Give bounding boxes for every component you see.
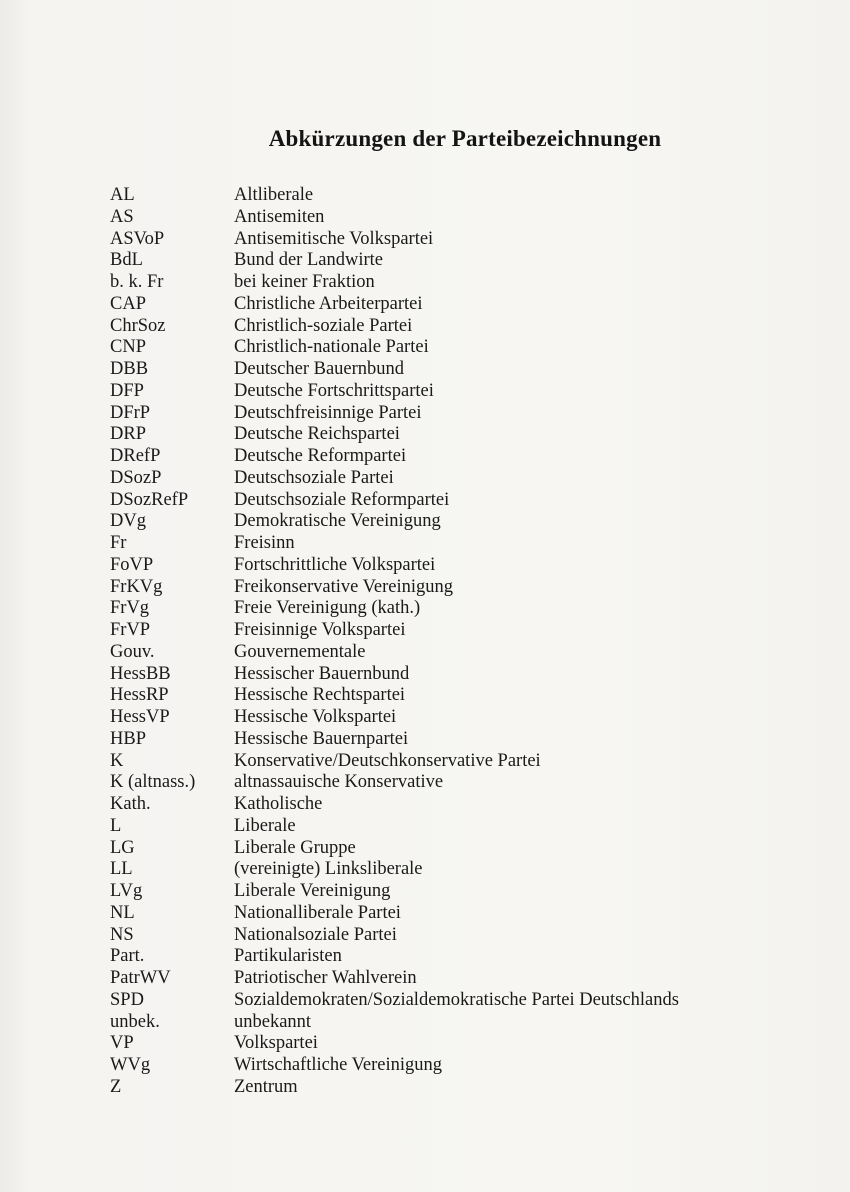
abbreviation: DFrP [110,402,151,423]
abbreviation: PatrWV [110,968,171,988]
party-name: Katholische [234,794,323,814]
abbreviation: BdL [110,250,143,271]
abbreviation-row [110,533,679,555]
abbreviation: HessVP [110,707,170,727]
abbreviation-row [110,903,679,925]
abbreviation-row [110,272,679,294]
abbreviation-row [110,968,679,990]
abbreviation: DSozP [110,467,162,488]
abbreviation-row [110,1077,679,1099]
abbreviation: WVg [110,1055,151,1075]
abbreviation: HessRP [110,685,169,706]
abbreviation: unbek. [110,1011,160,1032]
party-name: Hessischer Bauernbund [234,663,410,684]
party-name: Deutscher Bauernbund [234,359,405,379]
party-name: Christliche Arbeiterpartei [234,293,423,314]
abbreviation: DFP [110,380,144,401]
party-name: Liberale Vereinigung [234,881,391,901]
party-name: Deutschsoziale Reformpartei [234,489,450,510]
abbreviation-row [110,381,679,403]
abbreviation: LL [110,859,133,880]
party-name: Hessische Bauernpartei [234,728,409,749]
abbreviation: DRefP [110,446,161,466]
abbreviation-row [110,642,679,664]
party-name: Konservative/Deutschkonservative Partei [234,750,541,771]
abbreviation: AS [110,206,134,227]
party-name: Liberale [234,815,296,836]
abbreviation: HessBB [110,663,171,684]
abbreviation-row [110,577,679,599]
party-name: Wirtschaftliche Vereinigung [234,1055,442,1075]
abbreviation-row [110,316,679,338]
abbreviation-row [110,794,679,816]
party-name: Partikularisten [234,946,342,967]
abbreviation: LG [110,837,135,858]
abbreviation: CNP [110,337,146,358]
abbreviation: DVg [110,511,146,532]
abbreviation-row [110,1033,679,1055]
abbreviation-row [110,337,679,359]
party-name: Deutschfreisinnige Partei [234,402,422,423]
party-name: Sozialdemokraten/Sozialdemokratische Partei Deutschlands [234,989,679,1010]
abbreviation-row [110,229,679,251]
abbreviation: L [110,815,122,836]
abbreviation: Kath. [110,794,151,814]
abbreviation-row [110,751,679,773]
party-name: Antisemiten [234,206,325,227]
abbreviation: b. k. Fr [110,272,164,292]
abbreviation-row [110,946,679,968]
abbreviation: CAP [110,293,146,314]
abbreviation: FoVP [110,554,154,575]
abbreviation-row [110,620,679,642]
abbreviation: AL [110,185,135,205]
party-name: Antisemitische Volkspartei [234,228,434,249]
abbreviation: NS [110,924,134,945]
abbreviation-list [110,185,679,1099]
abbreviation: Z [110,1076,122,1097]
abbreviation: NL [110,902,135,923]
abbreviation-row [110,207,679,229]
abbreviation-row [110,555,679,577]
abbreviation-row [110,446,679,468]
party-name: Deutsche Reichspartei [234,424,400,445]
party-name: Christlich-nationale Partei [234,337,429,358]
party-name: bei keiner Fraktion [234,272,375,292]
party-name: altnassauische Konservative [234,772,444,793]
abbreviation: SPD [110,989,144,1010]
party-name: Freisinnige Volkspartei [234,620,406,640]
abbreviation: VP [110,1033,134,1054]
abbreviation: HBP [110,728,146,749]
abbreviation-row [110,925,679,947]
abbreviation-row [110,1012,679,1034]
party-name: Gouvernementale [234,641,366,662]
party-name: unbekannt [234,1011,312,1032]
abbreviation: Fr [110,533,127,553]
party-name: Fortschrittliche Volkspartei [234,554,436,575]
abbreviation-row [110,468,679,490]
abbreviation-row [110,772,679,794]
party-name: Altliberale [234,185,314,205]
abbreviation: FrVP [110,620,151,640]
party-name: Demokratische Vereinigung [234,511,441,532]
abbreviation-row [110,598,679,620]
abbreviation-row [110,424,679,446]
abbreviation: Gouv. [110,641,155,662]
party-name: Freie Vereinigung (kath.) [234,598,421,619]
abbreviation-row [110,490,679,512]
abbreviation: ChrSoz [110,315,166,336]
abbreviation: K (altnass.) [110,772,196,793]
abbreviation-row [110,250,679,272]
party-name: Deutschsoziale Partei [234,467,394,488]
party-name: Liberale Gruppe [234,837,356,858]
party-name: Hessische Rechtspartei [234,685,406,706]
party-name: Nationalliberale Partei [234,902,401,923]
abbreviation-row [110,664,679,686]
party-name: Deutsche Fortschrittspartei [234,380,434,401]
party-name: Christlich-soziale Partei [234,315,413,336]
abbreviation-row [110,1055,679,1077]
party-name: Volkspartei [234,1033,318,1054]
abbreviation-row [110,359,679,381]
abbreviation-row [110,185,679,207]
party-name: Hessische Volkspartei [234,707,397,727]
party-name: Freikonservative Vereinigung [234,576,454,597]
abbreviation: ASVoP [110,228,165,249]
party-name: (vereinigte) Linksliberale [234,859,423,880]
party-name: Bund der Landwirte [234,250,383,271]
abbreviation: FrVg [110,598,150,619]
page-title: Abkürzungen der Parteibezeichnungen [268,126,662,151]
abbreviation: Part. [110,946,145,967]
abbreviation-row [110,729,679,751]
abbreviation-row [110,403,679,425]
party-name: Zentrum [234,1076,298,1097]
party-name: Nationalsoziale Partei [234,924,397,945]
party-name: Deutsche Reformpartei [234,446,407,466]
abbreviation: DRP [110,424,146,445]
abbreviation-row [110,685,679,707]
abbreviation-row [110,294,679,316]
abbreviation-row [110,816,679,838]
abbreviation: DBB [110,359,149,379]
party-name: Patriotischer Wahlverein [234,968,417,988]
abbreviation-row [110,859,679,881]
abbreviation-row [110,990,679,1012]
abbreviation-row [110,707,679,729]
abbreviation: K [110,750,124,771]
abbreviation-row [110,838,679,860]
abbreviation: LVg [110,881,143,901]
abbreviation: DSozRefP [110,489,189,510]
abbreviation: FrKVg [110,576,163,597]
abbreviation-row [110,511,679,533]
party-name: Freisinn [234,533,295,553]
abbreviation-row [110,881,679,903]
